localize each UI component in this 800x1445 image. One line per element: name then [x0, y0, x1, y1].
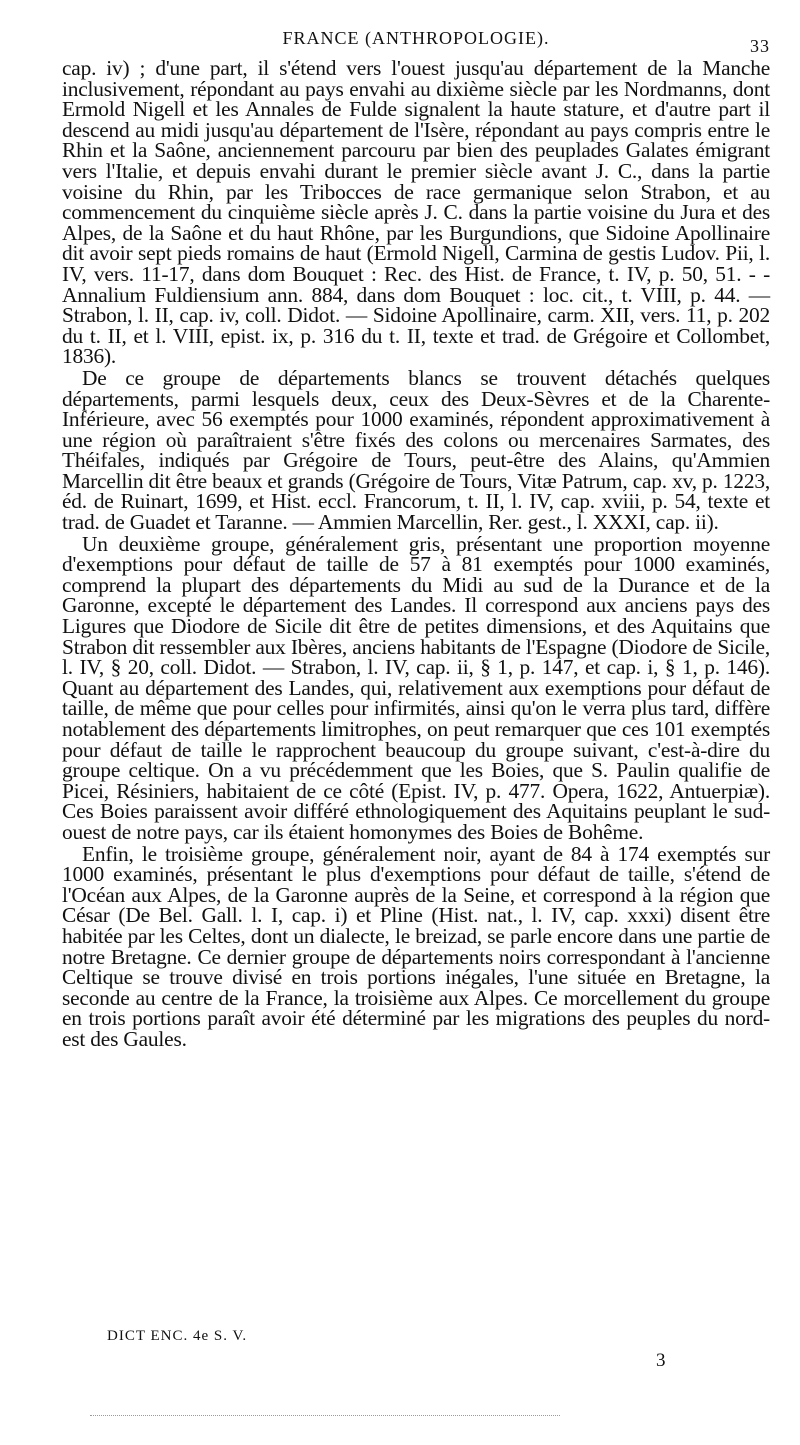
paragraph: Enfin, le troisième groupe, généralement noir, ayant de 84 à 174 exemptés sur 1000 examinés, présentant le plus d'exemptions pour défaut de taille, s'étend de l'Océan aux Alpes, de la Garonne auprès de la Seine, et correspond à la région que César (De Bel. Gall. l. I, cap. i) et Pline (Hist. nat., l. IV, cap. xxxi) disent être habitée par les Celtes, dont un dialecte, le breizad, se parle encore dans une partie de notre Bretagne. Ce dernier groupe de départements noirs correspondant à l'ancienne Celtique se trouve divisé en trois portions inégales, l'une située en Bretagne, la seconde au centre de la France, la troisième aux Alpes. Ce morcellement du groupe en trois portions paraît avoir été déterminé par les migrations des peuples du nord-est des Gaules. — [62, 841, 770, 1051]
running-title: FRANCE (ANTHROPOLOGIE). — [282, 28, 550, 48]
page-number: 33 — [750, 36, 770, 56]
paragraph: Un deuxième groupe, généralement gris, présentant une proportion moyenne d'exemptions pour défaut de taille de 57 à 81 exemptés pour 1000 examinés, comprend la plupart des départements du Midi au sud de la Durance et de la Garonne, excepté le département des Landes. Il correspond aux anciens pays des Ligures que Diodore de Sicile dit être de petites dimensions, et des Aquitains que Strabon dit ressembler aux Ibères, anciens habitants de l'Espagne (Diodore de Sicile, l. IV, § 20, coll. Didot. — Strabon, l. IV, cap. ii, § 1, p. 147, et cap. i, § 1, p. 146). Quant au département des Landes, qui, relativement aux exemptions pour défaut de taille, de même que pour celles pour infirmités, ainsi qu'on le verra plus tard, diffère notablement des départements limitrophes, on peut remarquer que ces 101 exemptés pour défaut de taille le rapprochent beaucoup du groupe suivant, c'est-à-dire du groupe celtique. On a vu précédemment que les Boies, que S. Paulin qualifie de Picei, Résiniers, habitaient de ce côté (Epist. IV, p. 477. Opera, 1622, Antuerpiæ). Ces Boies paraissent avoir différé ethnologiquement des Aquitains peuplant le sud-ouest de notre pays, car ils étaient homonymes des Boies de Bohême. — [62, 531, 770, 844]
sheet-number: 3 — [656, 1350, 666, 1371]
paragraph: De ce groupe de départements blancs se trouvent détachés quelques départements, parmi lesquels deux, ceux des Deux-Sèvres et de la Charente-Inférieure, avec 56 exemptés pour 1000 examinés, répondent approximativement à une région où paraîtraient s'être fixés des colons ou mercenaires Sarmates, des Théifales, indiqués par Grégoire de Tours, peut-être des Alains, qu'Ammien Marcellin dit être beaux et grands (Grégoire de Tours, Vitæ Patrum, cap. xv, p. 1223, éd. de Ruinart, 1699, et Hist. eccl. Francorum, t. II, l. IV, cap. xviii, p. 54, texte et trad. de Guadet et Taranne. — Ammien Marcellin, Rer. gest., l. XXXI, cap. ii). — [62, 365, 770, 535]
paragraph: cap. iv) ; d'une part, il s'étend vers l'ouest jusqu'au département de la Manche inclusivement, répondant au pays envahi au dixième siècle par les Nordmanns, dont Ermold Nigell et les Annales de Fulde signalent la haute stature, et d'autre part il descend au midi jusqu'au département de l'Isère, répondant au pays compris entre le Rhin et la Saône, anciennement parcouru par bien des peuplades Galates émigrant vers l'Italie, et depuis envahi durant le premier siècle avant J. C., dans la partie voisine du Rhin, par les Tribocces de race germanique selon Strabon, et au commencement du cinquième siècle après J. C. dans la partie voisine du Jura et des Alpes, de la Saône et du haut Rhône, par les Burgundions, que Sidoine Apollinaire dit avoir sept pieds romains de haut (Ermold Nigell, Carmina de gestis Ludov. Pii, l. IV, vers. 11-17, dans dom Bouquet : Rec. des Hist. de France, t. IV, p. 50, 51. - - Annalium Fuldiensium ann. 884, dans dom Bouquet : loc. cit., t. VIII, p. 44. — Strabon, l. II, cap. iv, coll. Didot. — Sidoine Apollinaire, carm. XII, vers. 11, p. 202 du t. II, et l. VIII, epist. ix, p. 316 du t. II, texte et trad. de Grégoire et Collombet, 1836). — [62, 56, 770, 369]
page-header — [62, 28, 770, 58]
document-page — [62, 28, 770, 1050]
signature-mark: DICT ENC. 4e S. V. — [107, 1328, 248, 1344]
bottom-rule — [90, 1415, 560, 1416]
body-text — [62, 58, 770, 1050]
